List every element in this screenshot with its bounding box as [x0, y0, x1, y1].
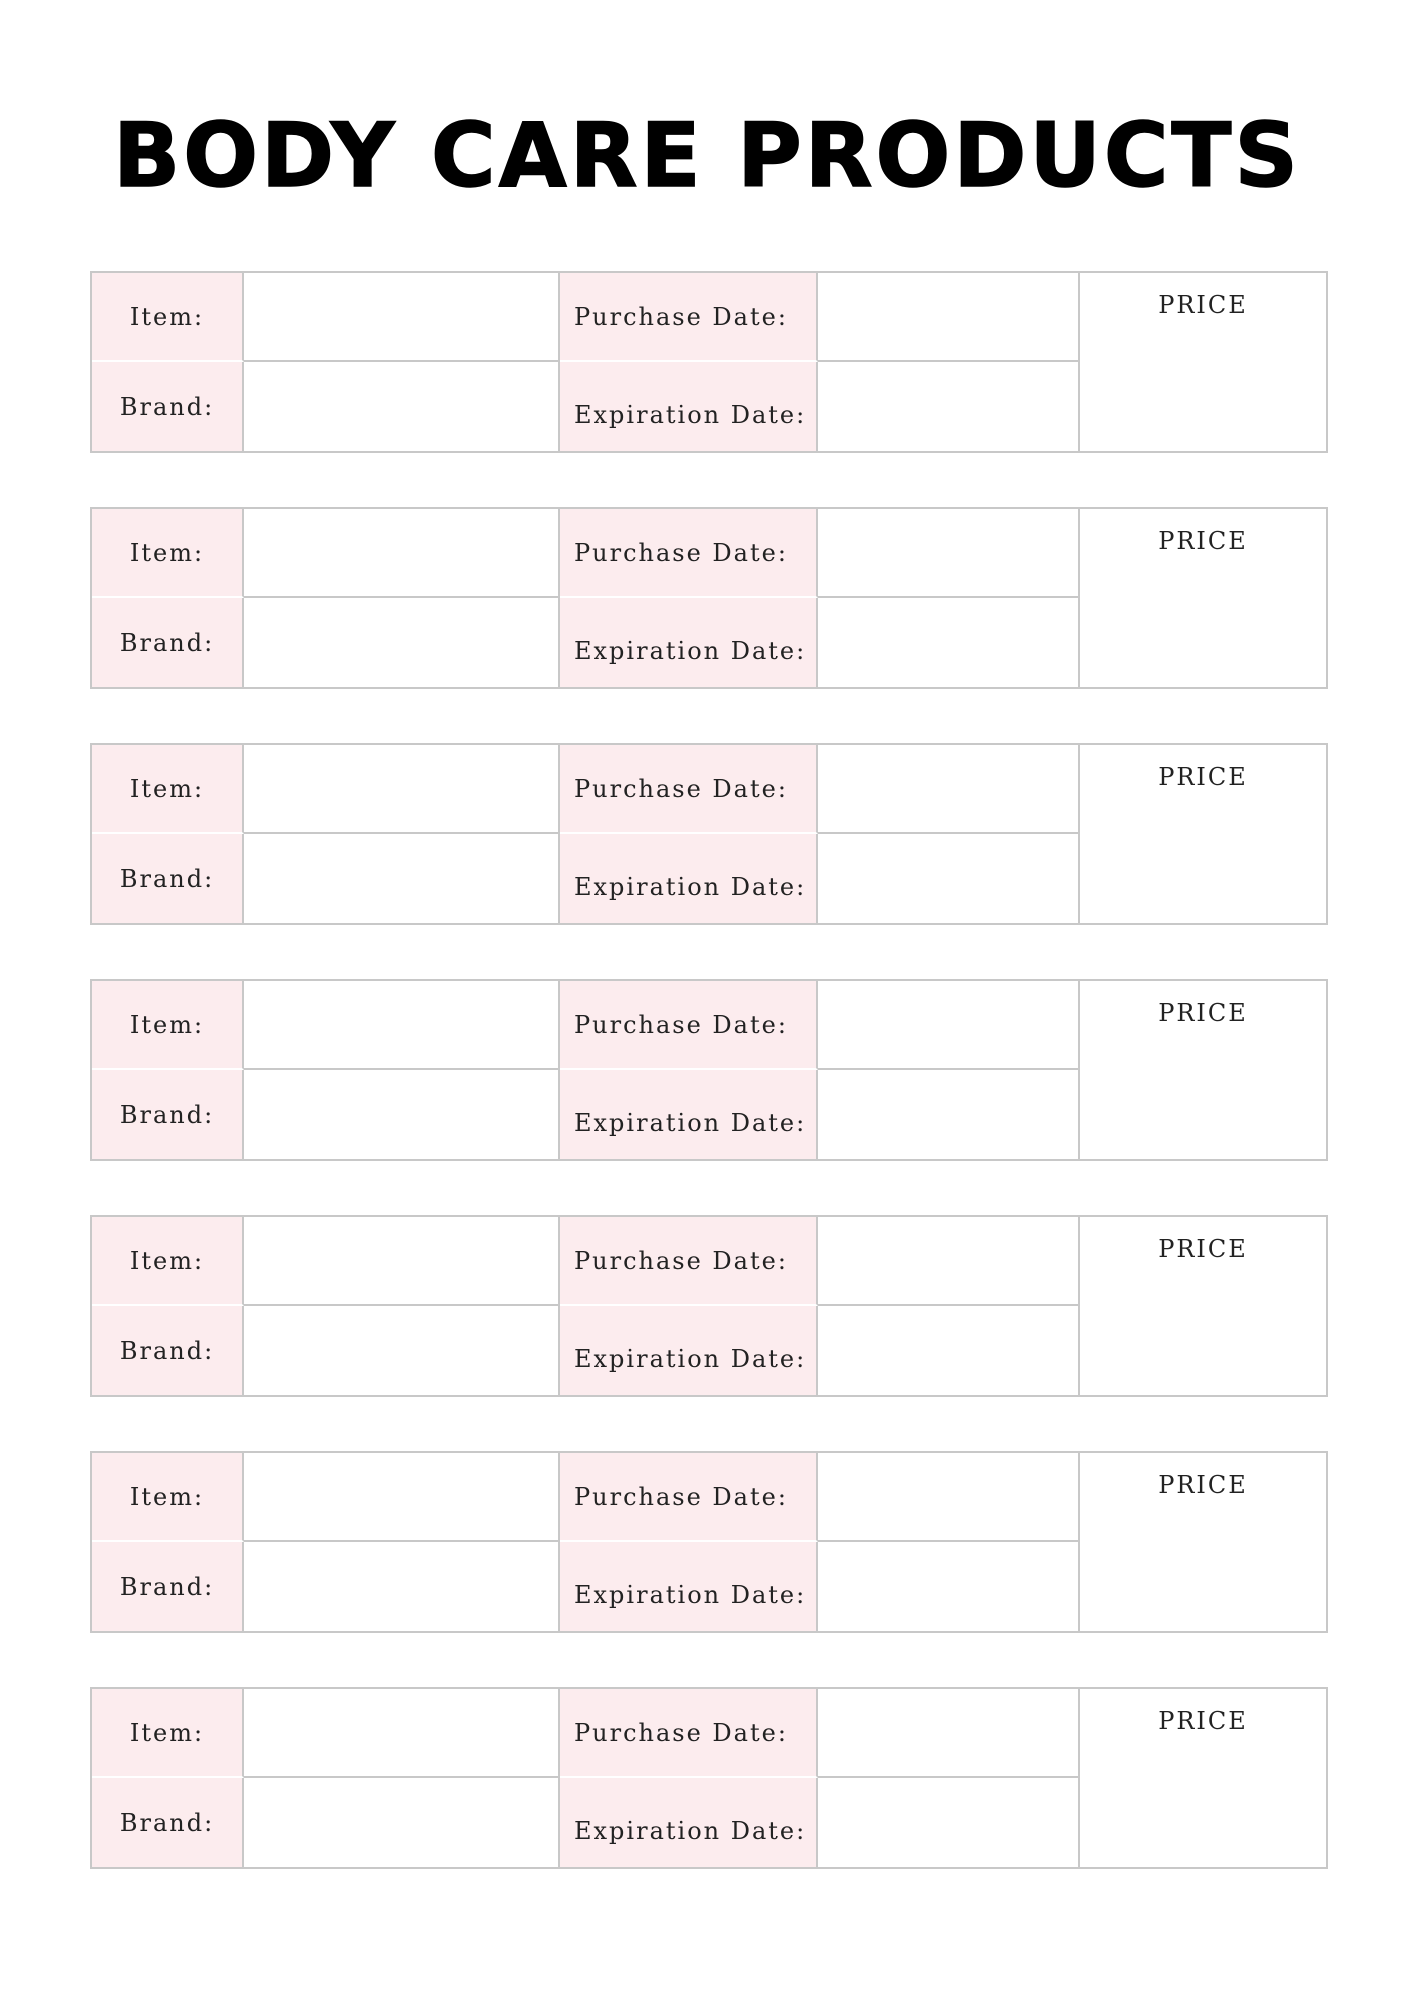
purchase-date-label: Purchase Date: [560, 981, 818, 1070]
product-entry [90, 979, 1328, 1161]
product-entry [90, 507, 1328, 689]
brand-field[interactable] [244, 834, 560, 923]
product-entry [90, 1687, 1328, 1869]
product-entry [90, 1215, 1328, 1397]
expiration-date-label: Expiration Date: [560, 598, 818, 687]
item-field[interactable] [244, 745, 560, 834]
brand-label: Brand: [92, 362, 244, 451]
brand-label: Brand: [92, 1778, 244, 1867]
product-entry [90, 271, 1328, 453]
brand-label: Brand: [92, 1542, 244, 1631]
purchase-date-field[interactable] [818, 981, 1080, 1070]
price-label: PRICE [1158, 999, 1248, 1027]
brand-label: Brand: [92, 834, 244, 923]
price-label: PRICE [1158, 1471, 1248, 1499]
price-label: PRICE [1158, 763, 1248, 791]
page-title: BODY CARE PRODUCTS [113, 104, 1301, 207]
price-label: PRICE [1158, 1235, 1248, 1263]
purchase-date-field[interactable] [818, 273, 1080, 362]
price-field[interactable] [1080, 745, 1326, 923]
purchase-date-field[interactable] [818, 1689, 1080, 1778]
price-field[interactable] [1080, 1453, 1326, 1631]
brand-field[interactable] [244, 1306, 560, 1395]
expiration-date-label: Expiration Date: [560, 1306, 818, 1395]
price-field[interactable] [1080, 1689, 1326, 1867]
item-label: Item: [92, 745, 244, 834]
expiration-date-label: Expiration Date: [560, 1070, 818, 1159]
item-field[interactable] [244, 1689, 560, 1778]
expiration-date-field[interactable] [818, 1070, 1080, 1159]
expiration-date-field[interactable] [818, 834, 1080, 923]
purchase-date-label: Purchase Date: [560, 745, 818, 834]
expiration-date-field[interactable] [818, 362, 1080, 451]
item-label: Item: [92, 1217, 244, 1306]
expiration-date-label: Expiration Date: [560, 1778, 818, 1867]
purchase-date-label: Purchase Date: [560, 1453, 818, 1542]
purchase-date-field[interactable] [818, 745, 1080, 834]
expiration-date-field[interactable] [818, 1542, 1080, 1631]
expiration-date-field[interactable] [818, 1778, 1080, 1867]
purchase-date-field[interactable] [818, 1453, 1080, 1542]
price-field[interactable] [1080, 273, 1326, 451]
brand-field[interactable] [244, 1070, 560, 1159]
price-label: PRICE [1158, 527, 1248, 555]
product-entry [90, 743, 1328, 925]
purchase-date-label: Purchase Date: [560, 273, 818, 362]
purchase-date-label: Purchase Date: [560, 509, 818, 598]
expiration-date-label: Expiration Date: [560, 834, 818, 923]
expiration-date-label: Expiration Date: [560, 1542, 818, 1631]
item-label: Item: [92, 1453, 244, 1542]
price-label: PRICE [1158, 1707, 1248, 1735]
brand-field[interactable] [244, 598, 560, 687]
item-label: Item: [92, 1689, 244, 1778]
purchase-date-label: Purchase Date: [560, 1217, 818, 1306]
product-entries [90, 271, 1328, 1923]
price-field[interactable] [1080, 1217, 1326, 1395]
item-field[interactable] [244, 509, 560, 598]
purchase-date-field[interactable] [818, 1217, 1080, 1306]
price-field[interactable] [1080, 981, 1326, 1159]
expiration-date-field[interactable] [818, 598, 1080, 687]
price-label: PRICE [1158, 291, 1248, 319]
expiration-date-label: Expiration Date: [560, 362, 818, 451]
item-label: Item: [92, 273, 244, 362]
item-field[interactable] [244, 1217, 560, 1306]
brand-label: Brand: [92, 1306, 244, 1395]
item-field[interactable] [244, 981, 560, 1070]
purchase-date-field[interactable] [818, 509, 1080, 598]
expiration-date-field[interactable] [818, 1306, 1080, 1395]
item-field[interactable] [244, 1453, 560, 1542]
brand-field[interactable] [244, 362, 560, 451]
item-label: Item: [92, 509, 244, 598]
brand-field[interactable] [244, 1778, 560, 1867]
item-label: Item: [92, 981, 244, 1070]
price-field[interactable] [1080, 509, 1326, 687]
purchase-date-label: Purchase Date: [560, 1689, 818, 1778]
product-entry [90, 1451, 1328, 1633]
item-field[interactable] [244, 273, 560, 362]
brand-label: Brand: [92, 598, 244, 687]
brand-label: Brand: [92, 1070, 244, 1159]
brand-field[interactable] [244, 1542, 560, 1631]
